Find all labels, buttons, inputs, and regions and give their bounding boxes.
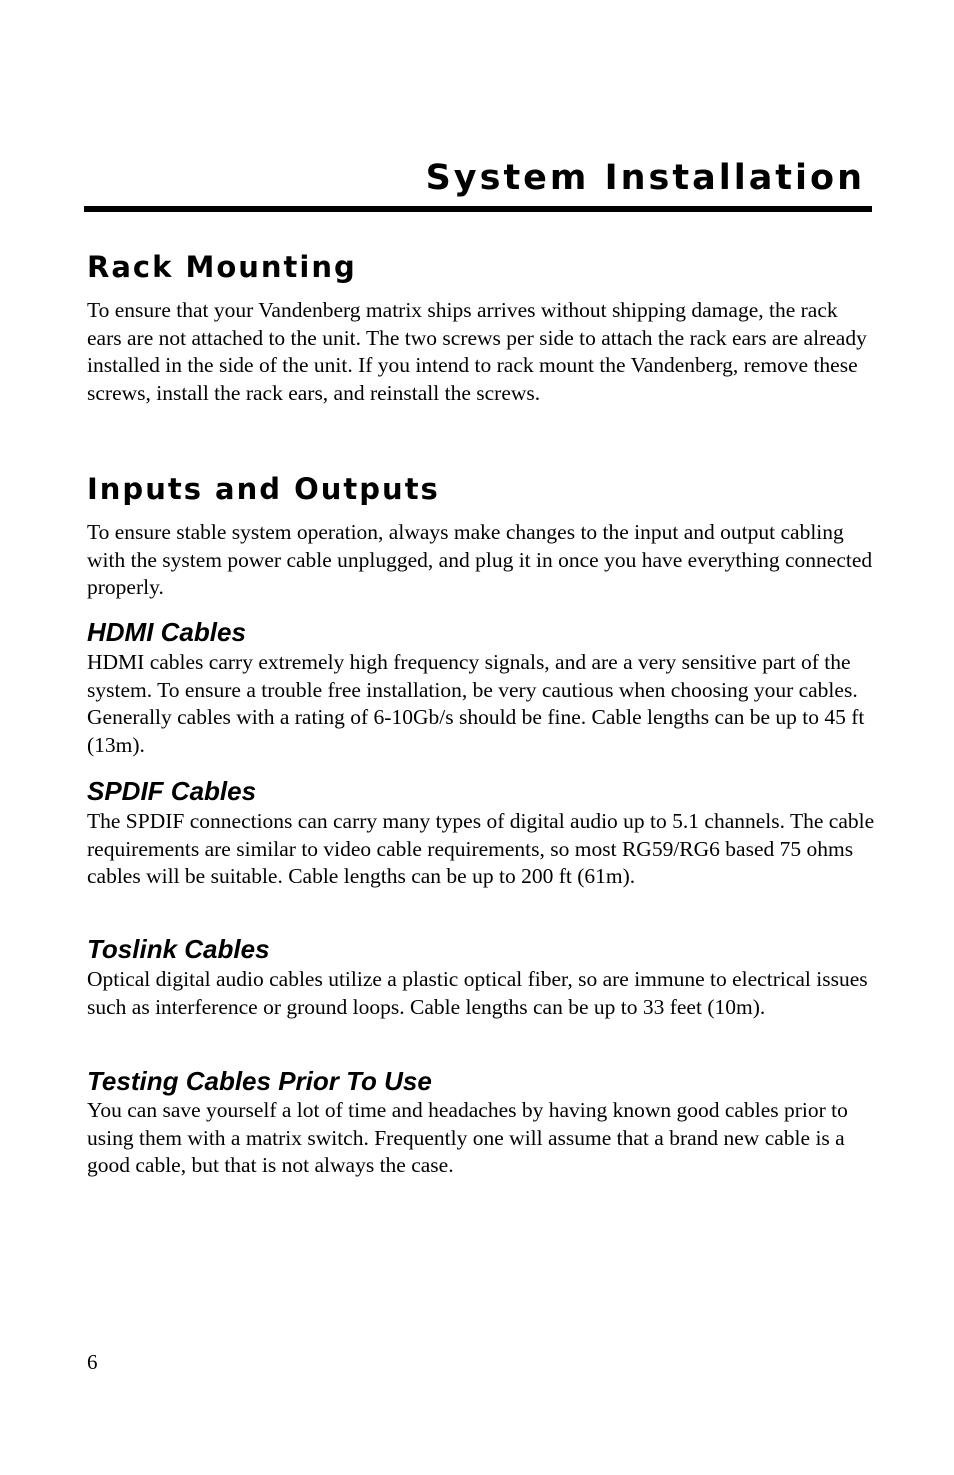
subsection-body-spdif: The SPDIF connections can carry many types of digital audio up to 5.1 channels. The cable requirements are similar to video cable requirements, so most RG59/RG6 based 75 ohms cables will be suitable. Cable lengths can be up to 200 ft (61m).: [87, 809, 875, 889]
title-rule: [84, 206, 872, 212]
section-body-inputs-outputs: To ensure stable system operation, always make changes to the input and output cabling with the system power cable unplugged, and plug it in once you have everything connected properly.: [87, 520, 873, 600]
subsection-body-hdmi: HDMI cables carry extremely high frequency signals, and are a very sensitive part of the system. To ensure a trouble free installation, be very cautious when choosing your cables. Generally cables with a rating of 6-10Gb/s should be fine. Cable lengths can be up to 45 ft (13m).: [87, 650, 865, 757]
subsection-heading-testing: Testing Cables Prior To Use: [87, 1066, 432, 1096]
subsection-heading-toslink: Toslink Cables: [87, 934, 270, 964]
page-number: 6: [87, 1350, 98, 1374]
section-heading-inputs-outputs: Inputs and Outputs: [87, 472, 440, 506]
chapter-title: System Installation: [425, 158, 865, 198]
subsection-body-toslink: Optical digital audio cables utilize a plastic optical fiber, so are immune to electrical issues such as interference or ground loops. Cable lengths can be up to 33 feet (10m).: [87, 967, 868, 1019]
subsection-heading-spdif: SPDIF Cables: [87, 776, 257, 806]
section-heading-rack-mounting: Rack Mounting: [87, 250, 357, 284]
subsection-body-testing: You can save yourself a lot of time and headaches by having known good cables prior to using them with a matrix switch. Frequently one will assume that a brand new cable is a good cable, but that is not always the case.: [87, 1098, 848, 1178]
section-body-rack-mounting: To ensure that your Vandenberg matrix ships arrives without shipping damage, the rack ears are not attached to the unit. The two screws per side to attach the rack ears are already installed in the side of the unit. If you intend to rack mount the Vandenberg, remove these screws, install the rack ears, and reinstall the screws.: [87, 298, 867, 405]
subsection-heading-hdmi: HDMI Cables: [87, 617, 246, 647]
